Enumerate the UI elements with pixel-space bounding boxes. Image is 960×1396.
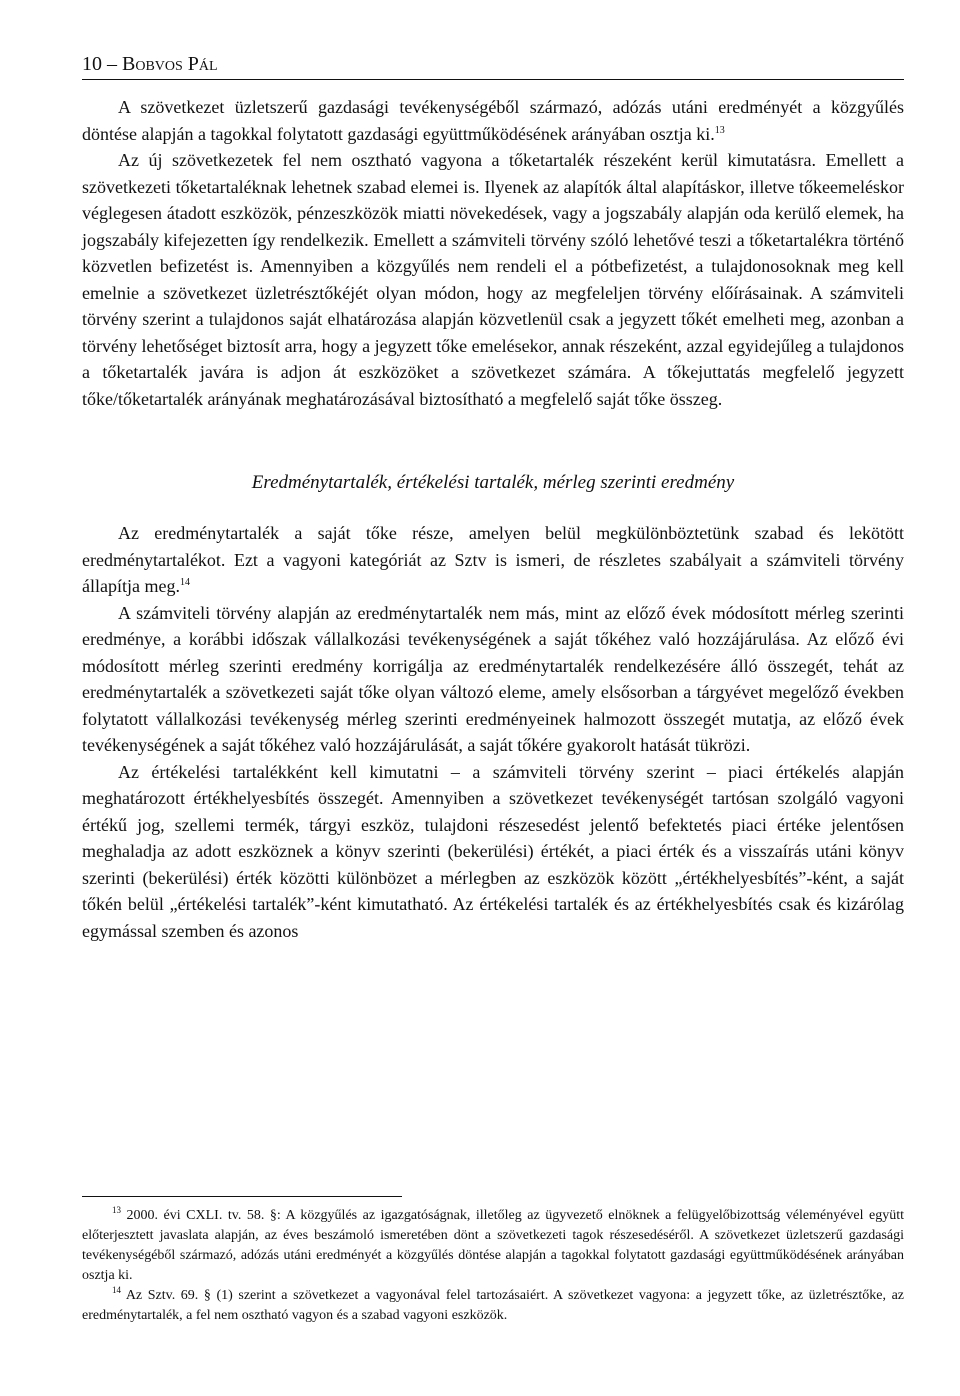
footnote-number: 13 (112, 1205, 121, 1215)
running-head (82, 52, 904, 80)
paragraph: Az új szövetkezetek fel nem osztható vagyona a tőketartalék részeként kerül kimutatásra. Emellett a szövetkezeti tőketartaléknak lehetnek szabad elemei is. Ilyenek az alapítók által alapításkor, illetve tőkeemeléskor véglegesen átadott eszközök, pénzeszközök miatti növekedések, vagy a jogszabály alapján oda kerülő elemek, ha jogszabály kifejezetten így rendelkezik. Emellett a számviteli törvény szóló lehetővé teszi a tőketartalékra történő közvetlen befizetést is. Amennyiben a közgyűlés nem rendeli el a pótbefizetést, a tulajdonosoknak meg kell emelnie a szövetkezet üzletrésztőkéjét olyan módon, hogy az megfeleljen törvény előírásainak. A számviteli törvény szerint a tulajdonos saját elhatározása alapján közvetlenül csak a jegyzett tőkét emelheti meg, azonban a törvény lehetőséget biztosít arra, hogy a jegyzett tőke emelésekor, annak részeként, azzal egyidejűleg a tulajdonos a tőketartalék javára is adjon át eszközöket a szövetkezet számára. A tőkejuttatás megfelelő jegyzett tőke/tőketartalék arányának meghatározásával biztosítható a megfelelő saját tőke összeg. (82, 150, 904, 409)
paragraph: A szövetkezet üzletszerű gazdasági tevékenységéből származó, adózás utáni eredményét a közgyűlés döntése alapján a tagokkal folytatott gazdasági együttműködésének arányában osztja ki.$^{13}$ (82, 97, 904, 144)
footnote-ref[interactable]: 14 (179, 577, 190, 588)
paragraph: Az értékelési tartalékként kell kimutatni – a számviteli törvény szerint – piaci értékelés alapján meghatározott értékhelyesbítés összegét. Amennyiben a szövetkezet tevékenységét tartósan szolgáló vagyoni értékű jog, szellemi termék, tárgyi eszköz, tulajdoni részesedést jelentő befektetés piaci értéke jelentősen meghaladja az adott eszköznek a könyv szerinti (bekerülési) értékét, a piaci érték és a visszaírás utáni könyv szerinti (bekerülési) érték közötti különbözet a mérlegben az eszközök között „értékhelyesbítés”-ként, a saját tőkén belül „értékelési tartalék”-ként kimutatható. Az értékelési tartalék és az értékhelyesbítés csak és kizárólag egymással szemben és azonos (82, 761, 904, 941)
footnote-ref[interactable]: 13 (714, 124, 725, 136)
page-body (82, 52, 904, 944)
footnote-number: 14 (112, 1285, 121, 1295)
footnotes (82, 1206, 904, 1326)
footnote: $^{13}$ 2000. évi CXLI. tv. 58. §: A közgyűlés az igazgatóságnak, illetőleg az ügyvezető elnöknek a felügyelőbizottság véleményével együtt előterjesztett javaslata alapján, az éves beszámoló ismeretében dönt a szövetkezeti tagok részesedéséről. A szövetkezet üzletszerű gazdasági tevékenységéből származó, adózás utáni eredményét a közgyűlés döntése alapján a tagokkal folytatott gazdasági együttműködésének arányában osztja ki. (82, 1205, 905, 1283)
footnote: $^{14}$ Az Sztv. 69. § (1) szerint a szövetkezet a vagyonával felel tartozásaiért. A szövetkezet vagyona: a jegyzett tőke, az üzletrésztőke, az eredménytartalék, a fel nem osztható vagyon és a szabad vagyoni eszközök. (82, 1285, 904, 1323)
page-number: 10 (82, 53, 102, 75)
header-separator: – (102, 53, 122, 75)
author-name: Bobvos Pál (122, 53, 218, 75)
paragraph: Az eredménytartalék a saját tőke része, amelyen belül megkülönböztetünk szabad és lekötött eredménytartalékot. Ezt a vagyoni kategóriát az Sztv is ismeri, de részletes szabályait a számviteli törvény állapítja meg.$^{14}$ (82, 523, 904, 596)
paragraph: A számviteli törvény alapján az eredménytartalék nem más, mint az előző évek módosított mérleg szerinti eredménye, a korábbi időszak vállalkozási tevékenységének a saját tőkéhez való hozzájárulása. Az előző évi módosított mérleg szerinti eredmény korrigálja az eredménytartalék rendelkezésére álló összegét, tehát az eredménytartalék a szövetkezeti saját tőke olyan változó eleme, amely elsősorban a tárgyévet megelőző években folytatott vállalkozási tevékenység mérleg szerinti eredményeinek halmozott összegét mutatja, az előző évek tevékenységének a saját tőkéhez való hozzájárulását, a saját tőkére gyakorolt hatását tükrözi. (82, 602, 904, 755)
footnote-divider (82, 1196, 402, 1197)
section-heading: Eredménytartalék, értékelési tartalék, mérleg szerinti eredmény (251, 472, 735, 493)
